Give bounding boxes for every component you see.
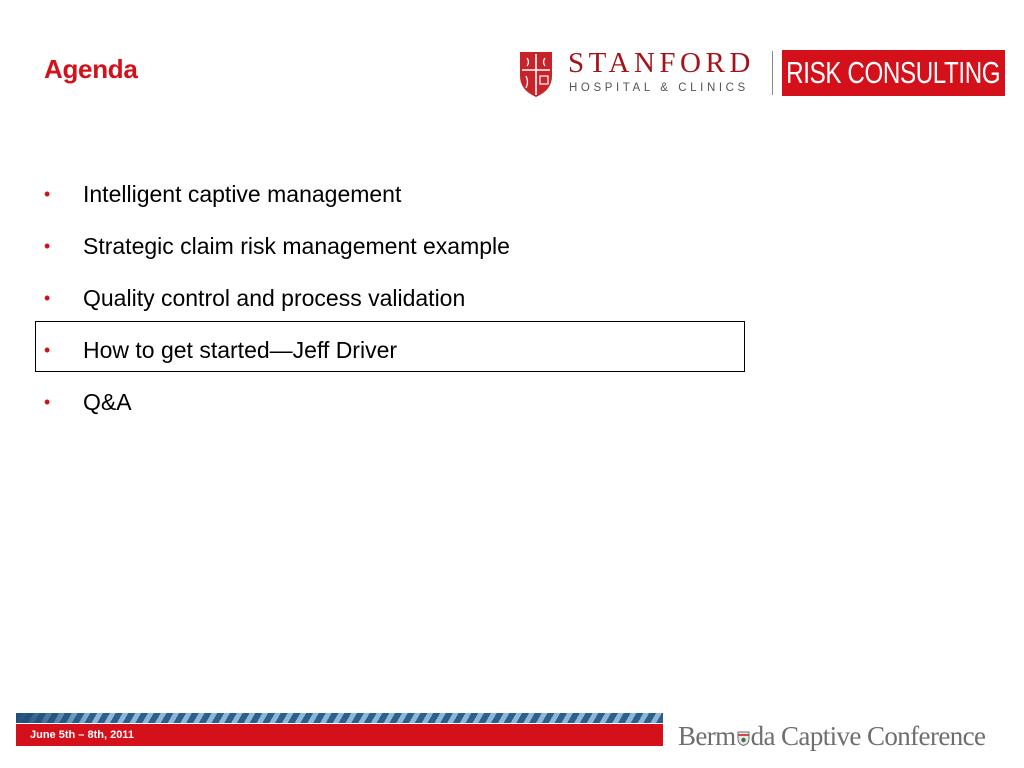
agenda-item-text: Intelligent captive management xyxy=(83,181,402,207)
conference-name-end: da Captive Conference xyxy=(750,721,986,751)
footer-stripe-shade xyxy=(16,713,96,723)
bullet-icon: • xyxy=(44,392,51,412)
bullet-icon: • xyxy=(44,184,51,204)
risk-consulting-badge xyxy=(782,50,1005,96)
bullet-icon: • xyxy=(44,288,51,308)
agenda-item xyxy=(44,220,764,272)
bullet-icon: • xyxy=(44,236,51,256)
current-item-highlight-box xyxy=(35,321,745,372)
footer-date: June 5th – 8th, 2011 xyxy=(30,729,134,741)
agenda-item xyxy=(44,376,764,428)
agenda-item-text: Strategic claim risk management example xyxy=(83,233,510,259)
bullet-icon: • xyxy=(44,340,51,360)
agenda-item xyxy=(44,272,764,324)
stanford-wordmark: STANFORD xyxy=(568,47,755,79)
agenda-item-text: Q&A xyxy=(83,389,132,415)
agenda-item xyxy=(44,168,764,220)
logo-divider xyxy=(772,51,773,95)
conference-name-start: Berm xyxy=(678,721,736,751)
bermuda-crest-icon xyxy=(737,730,750,746)
stanford-shield-icon xyxy=(518,48,554,98)
agenda-list xyxy=(44,168,764,428)
conference-logo xyxy=(678,718,985,754)
footer-stripe xyxy=(16,713,663,723)
stanford-logo xyxy=(518,48,1008,98)
agenda-item-text: Quality control and process validation xyxy=(83,285,466,311)
agenda-item-text: How to get started—Jeff Driver xyxy=(83,337,398,363)
slide-title: Agenda xyxy=(44,54,138,84)
risk-consulting-label: RISK CONSULTING xyxy=(786,55,1001,90)
hospital-clinics-wordmark: HOSPITAL & CLINICS xyxy=(569,82,749,94)
